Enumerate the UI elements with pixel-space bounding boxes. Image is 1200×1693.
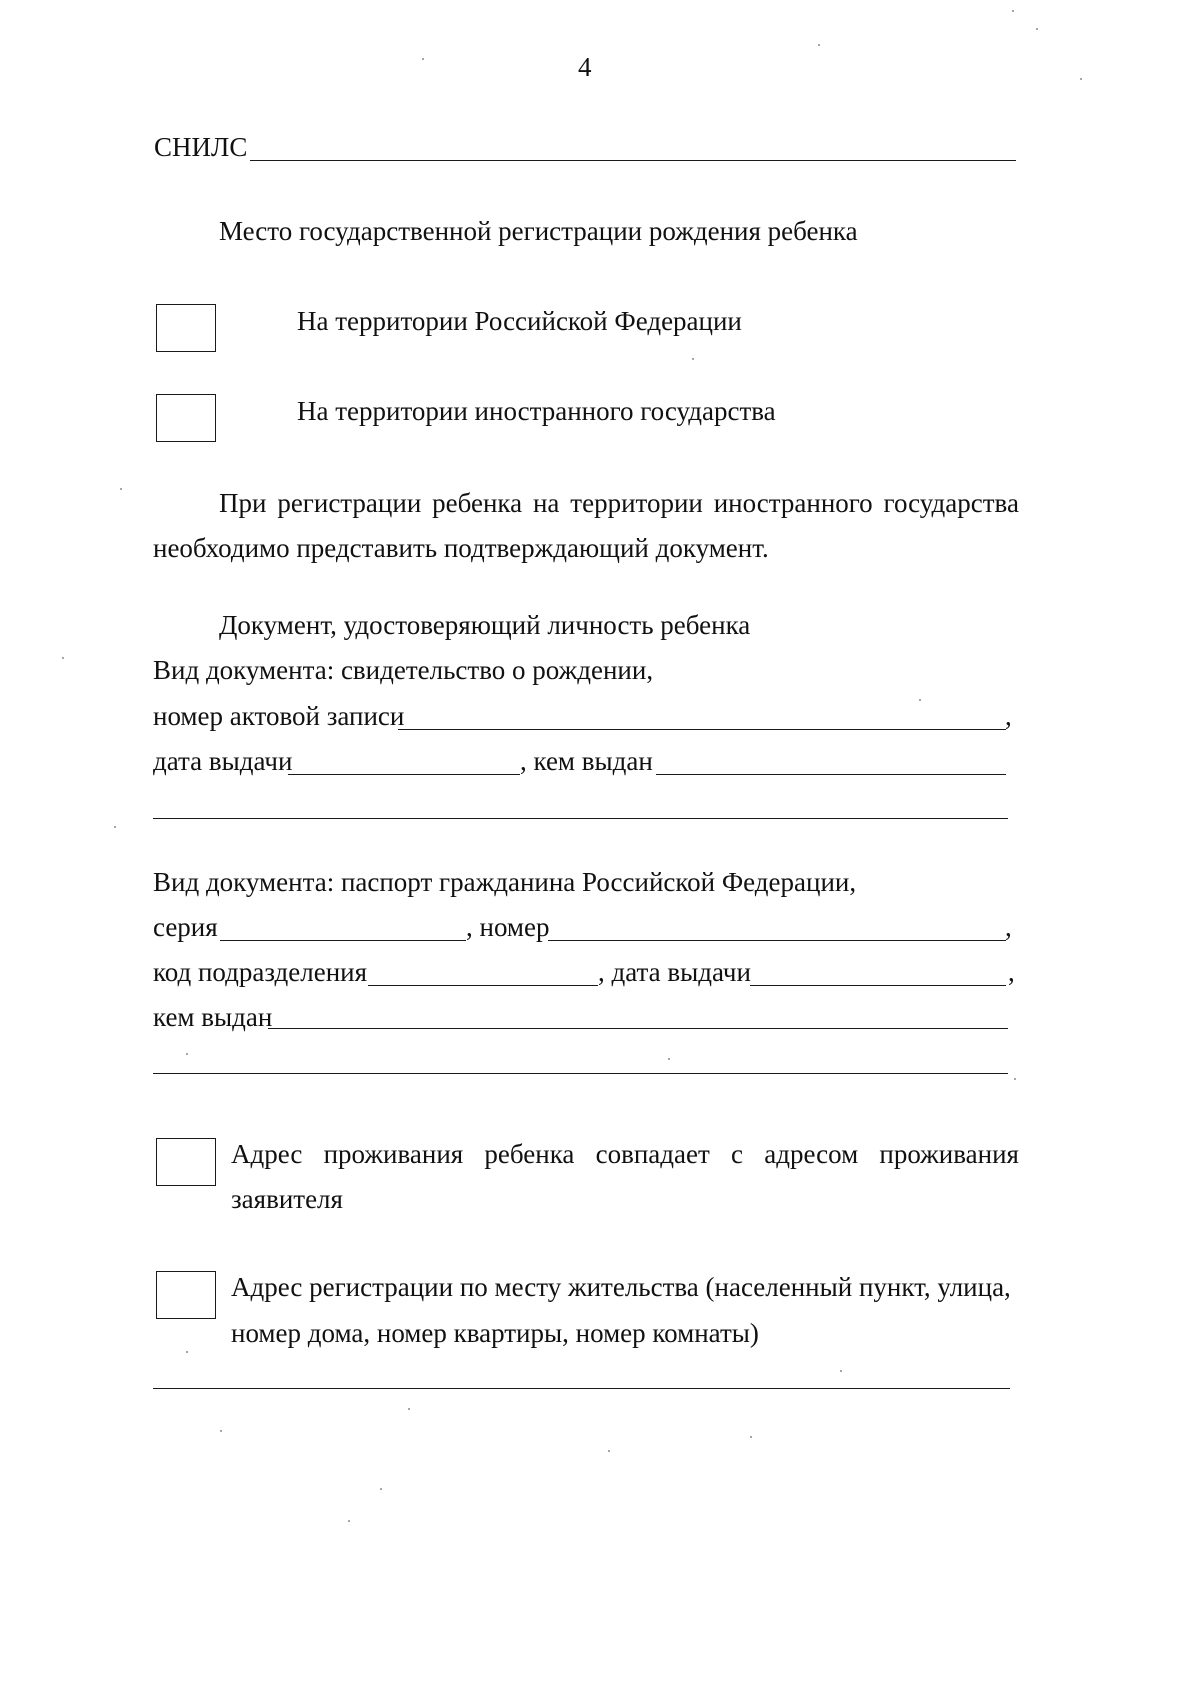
passport-issued-by-continuation-line[interactable] xyxy=(153,1073,1008,1074)
scan-speck xyxy=(186,1053,188,1055)
registration-place-heading: Место государственной регистрации рождения ребенка xyxy=(219,216,858,246)
birth-cert-issued-by-continuation-line[interactable] xyxy=(153,818,1008,819)
foreign-registration-note-line2: необходимо представить подтверждающий документ. xyxy=(153,533,769,563)
scan-speck xyxy=(1036,28,1038,30)
scan-speck xyxy=(380,1488,382,1490)
same-address-word: совпадает xyxy=(595,1139,710,1169)
passport-issued-by-input-line[interactable] xyxy=(268,1028,1008,1029)
passport-issued-by-label: кем выдан xyxy=(153,1002,273,1032)
scan-speck xyxy=(608,1450,610,1452)
scan-speck xyxy=(692,358,694,360)
snils-input-line[interactable] xyxy=(250,160,1016,161)
checkbox-foreign-state[interactable] xyxy=(156,394,216,442)
passport-series-label: серия xyxy=(153,912,218,942)
passport-type: Вид документа: паспорт гражданина Российской Федерации, xyxy=(153,867,857,897)
passport-number-comma: , xyxy=(1005,912,1012,942)
note-word: государства xyxy=(883,488,1019,518)
same-address-word: Адрес xyxy=(231,1139,303,1169)
scan-speck xyxy=(1014,1078,1016,1080)
note-word: на xyxy=(532,488,560,518)
division-code-input-line[interactable] xyxy=(368,985,598,986)
scan-speck xyxy=(818,44,820,46)
birth-cert-issued-by-label: , кем выдан xyxy=(520,746,653,776)
passport-number-input-line[interactable] xyxy=(548,940,1006,941)
scan-speck xyxy=(220,1430,222,1432)
scan-speck xyxy=(1080,78,1082,80)
scan-speck xyxy=(348,1520,350,1522)
option-foreign-state-label: На территории иностранного государства xyxy=(297,396,776,426)
passport-series-input-line[interactable] xyxy=(220,940,466,941)
note-word: территории xyxy=(570,488,703,518)
registration-address-input-line[interactable] xyxy=(153,1388,1010,1389)
scan-speck xyxy=(668,1058,670,1060)
scan-speck xyxy=(114,826,116,828)
identity-document-heading: Документ, удостоверяющий личность ребенка xyxy=(219,610,751,640)
scan-speck xyxy=(1012,10,1014,12)
note-word: регистрации xyxy=(277,488,422,518)
note-word: ребенка xyxy=(432,488,523,518)
checkbox-same-address[interactable] xyxy=(156,1138,216,1186)
scan-speck xyxy=(919,699,921,701)
scan-speck xyxy=(750,1436,752,1438)
act-record-comma: , xyxy=(1005,701,1012,731)
snils-label: СНИЛС xyxy=(154,132,248,162)
foreign-registration-note-line1 xyxy=(219,490,1019,517)
same-address-word: проживания xyxy=(879,1139,1019,1169)
checkbox-registration-address[interactable] xyxy=(156,1271,216,1319)
birth-cert-issue-date-label: дата выдачи xyxy=(153,746,293,776)
scan-speck xyxy=(840,1370,842,1372)
option-russian-federation-label: На территории Российской Федерации xyxy=(297,306,742,336)
division-code-label: код подразделения xyxy=(153,957,368,987)
scan-speck xyxy=(186,1351,188,1353)
birth-cert-issue-date-input-line[interactable] xyxy=(288,774,520,775)
checkbox-russian-federation[interactable] xyxy=(156,304,216,352)
same-address-line2: заявителя xyxy=(231,1184,343,1214)
page-number: 4 xyxy=(578,52,592,82)
same-address-word: с xyxy=(731,1139,743,1169)
note-word: иностранного xyxy=(713,488,873,518)
scan-speck xyxy=(422,58,424,60)
registration-address-line1: Адрес регистрации по месту жительства (населенный пункт, улица, xyxy=(231,1272,1011,1302)
registration-address-line2: номер дома, номер квартиры, номер комнаты) xyxy=(231,1318,759,1348)
act-record-input-line[interactable] xyxy=(398,729,1006,730)
passport-number-label: , номер xyxy=(466,912,550,942)
act-record-label: номер актовой записи xyxy=(153,701,405,731)
same-address-line1 xyxy=(231,1141,1019,1168)
birth-cert-issued-by-input-line[interactable] xyxy=(656,774,1006,775)
same-address-word: проживания xyxy=(323,1139,464,1169)
passport-issue-date-label: , дата выдачи xyxy=(598,957,751,987)
birth-certificate-type: Вид документа: свидетельство о рождении, xyxy=(153,655,654,685)
passport-issue-date-input-line[interactable] xyxy=(750,985,1006,986)
same-address-word: ребенка xyxy=(484,1139,575,1169)
same-address-word: адресом xyxy=(764,1139,859,1169)
scan-speck xyxy=(120,488,122,490)
note-word: При xyxy=(219,488,267,518)
scan-speck xyxy=(408,1408,410,1410)
passport-issue-date-comma: , xyxy=(1008,957,1015,987)
scan-speck xyxy=(62,657,64,659)
